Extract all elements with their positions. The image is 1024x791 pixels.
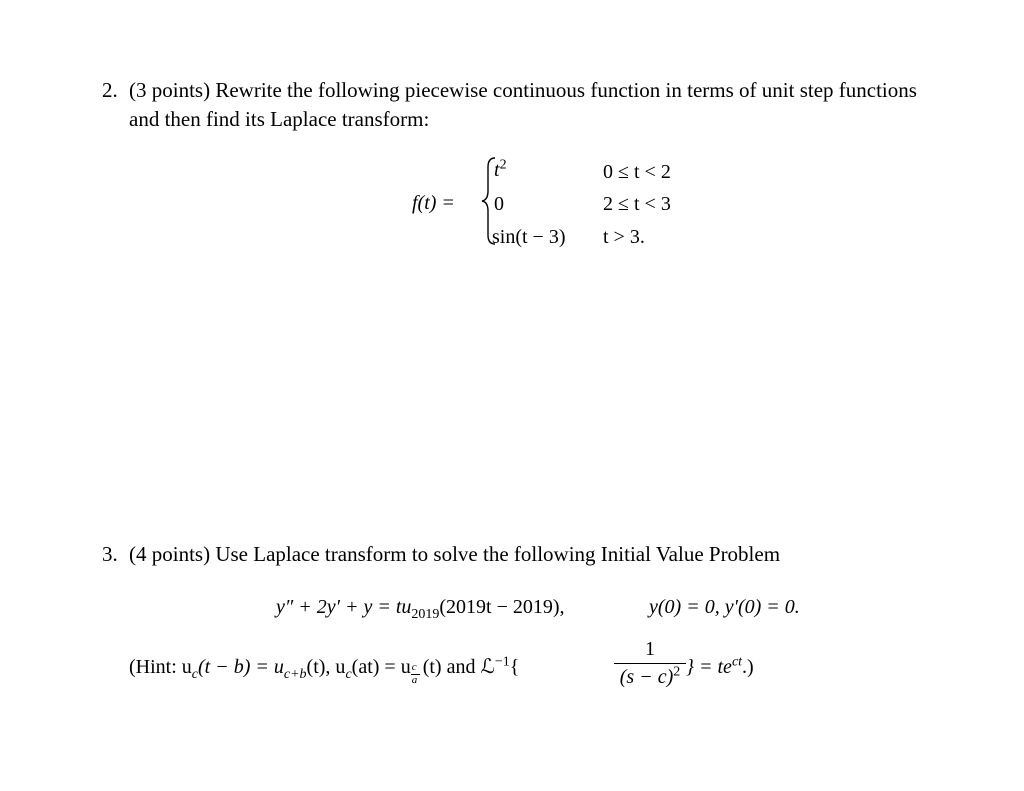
- hint-fraction-den-base: (s − c): [619, 666, 674, 688]
- case-2-condition: 2 ≤ t < 3: [603, 193, 671, 215]
- hint-close-sup: ct: [731, 654, 743, 670]
- problem-2-line-1: [102, 78, 917, 102]
- hint-sub-frac: [411, 661, 421, 686]
- hint-sub-a: c: [191, 667, 198, 682]
- problem-2-number: 2.: [102, 78, 118, 102]
- function-lhs: f(t) =: [412, 192, 455, 214]
- problem-2-text-1: Rewrite the following piecewise continuous function in terms of unit step functions: [215, 78, 917, 102]
- hint-closing: [686, 655, 754, 679]
- problem-3-points: (4 points): [129, 542, 211, 566]
- case-1-condition: 0 ≤ t < 2: [603, 161, 671, 183]
- case-3-condition: t > 3.: [603, 226, 645, 248]
- hint-sub-frac-den: a: [411, 674, 418, 686]
- hint-part-d: (at) = u: [351, 656, 411, 678]
- hint-sub-b: c+b: [283, 667, 307, 682]
- hint-part-c: (t), u: [306, 656, 346, 678]
- ode-step-subscript: 2019: [411, 607, 440, 622]
- hint-close-text: } = te: [686, 656, 732, 678]
- case-3-expr: sin(t − 3): [492, 226, 566, 248]
- hint-fraction-denominator: [614, 666, 686, 689]
- case-2-expr: 0: [494, 193, 504, 215]
- hint-part-a: (Hint: u: [129, 656, 192, 678]
- hint-inverse-sup: −1: [494, 654, 510, 670]
- hint-text: [129, 654, 520, 686]
- hint-part-b: (t − b) = u: [198, 656, 284, 678]
- case-1-exponent: 2: [499, 157, 507, 173]
- hint-sub-frac-num: c: [411, 661, 417, 673]
- ode-equation: [276, 595, 565, 622]
- hint-sub-c: c: [345, 667, 352, 682]
- hint-part-e: (t) and ℒ: [422, 656, 495, 678]
- problem-2-points: (3 points): [129, 78, 211, 102]
- case-1-expr: [494, 158, 507, 182]
- hint-fraction-numerator: 1: [645, 638, 655, 660]
- hint-fraction-den-exp: 2: [673, 664, 681, 680]
- case-1-base: t: [494, 159, 500, 181]
- problem-3-text: Use Laplace transform to solve the following Initial Value Problem: [215, 542, 781, 566]
- initial-conditions: y(0) = 0, y′(0) = 0.: [649, 596, 800, 618]
- ode-rhs: (2019t − 2019),: [439, 596, 565, 618]
- problem-3-number: 3.: [102, 542, 118, 566]
- hint-open-brace: {: [509, 656, 520, 678]
- problem-2-line-2: and then find its Laplace transform:: [129, 107, 430, 131]
- hint-end: .): [742, 656, 754, 678]
- ode-lhs: y″ + 2y′ + y = tu: [276, 596, 412, 618]
- problem-3-line: [102, 542, 780, 566]
- hint-fraction: [614, 640, 686, 690]
